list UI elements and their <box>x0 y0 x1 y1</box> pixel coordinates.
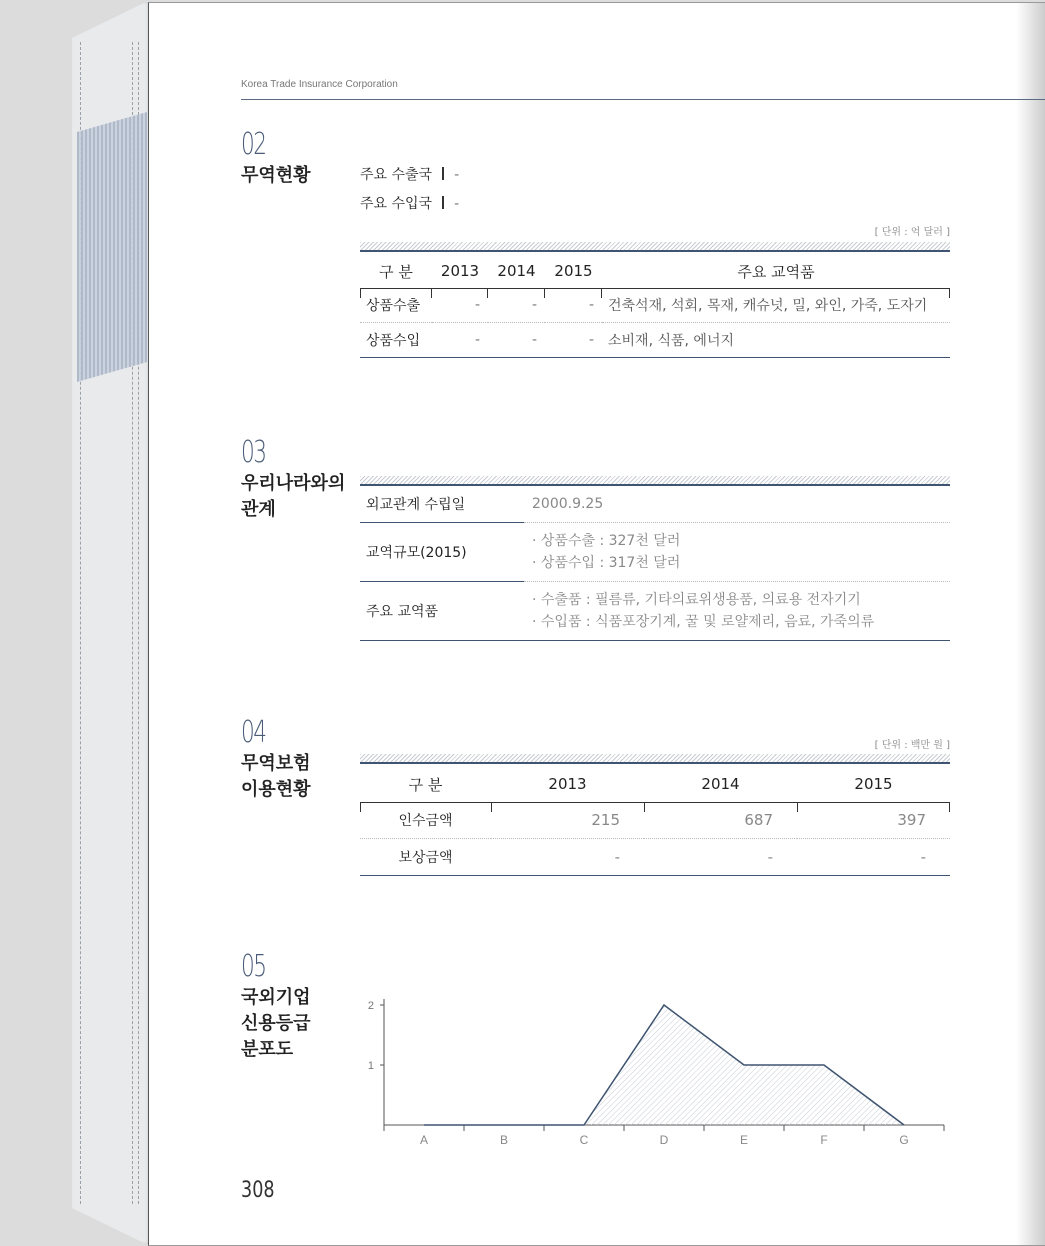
x-tick-label: C <box>579 1133 589 1147</box>
table-row <box>360 523 950 582</box>
table-header-hatch <box>360 754 950 764</box>
row-label: 보상금액 <box>360 839 491 876</box>
trade-status-table <box>360 254 950 358</box>
row-value: · 상품수출 : 327천 달러 · 상품수입 : 317천 달러 <box>524 523 950 582</box>
cell-2015: - <box>545 323 602 358</box>
page-curl-shadow <box>1016 3 1045 1245</box>
section-index-tab <box>77 112 147 382</box>
credit-rating-chart <box>354 983 954 1153</box>
table-header-row <box>360 254 950 288</box>
x-tick-label: F <box>820 1133 828 1147</box>
table-row <box>360 839 950 876</box>
cell-goods: 소비재, 식품, 에너지 <box>602 323 950 358</box>
cell-2014: - <box>488 288 545 323</box>
row-label: 교역규모(2015) <box>360 523 524 582</box>
running-header: Korea Trade Insurance Corporation <box>241 79 398 90</box>
column-header: 2015 <box>554 262 593 280</box>
x-tick-label: E <box>739 1133 749 1147</box>
main-import-countries <box>360 193 459 213</box>
cell-2013: - <box>491 839 644 876</box>
column-header: 주요 교역품 <box>737 262 815 281</box>
column-header: 2014 <box>701 775 740 793</box>
column-header: 구 분 <box>379 262 413 281</box>
x-tick-label: G <box>899 1133 909 1147</box>
column-ticks <box>360 288 950 298</box>
table-row <box>360 486 950 523</box>
cell-2013: - <box>432 288 488 323</box>
cell-2013: - <box>432 323 488 358</box>
book-page-stack <box>72 2 150 1244</box>
area-fill <box>424 1005 904 1125</box>
header-rule <box>241 99 1045 100</box>
column-header: 구 분 <box>408 775 443 794</box>
row-label: 외교관계 수립일 <box>360 486 524 523</box>
x-tick-label: D <box>659 1133 669 1147</box>
row-label: 상품수입 <box>360 323 432 358</box>
document-page <box>148 2 1045 1246</box>
unit-label: [ 단위 : 백만 원 ] <box>874 740 950 751</box>
insurance-usage-table <box>360 766 950 876</box>
column-header: 2015 <box>854 775 893 793</box>
x-tick-label: A <box>419 1133 429 1147</box>
column-header: 2013 <box>548 775 587 793</box>
page-number: 308 <box>241 1178 275 1203</box>
main-export-label: 주요 수출국 <box>360 167 433 183</box>
table-header-row <box>360 766 950 802</box>
section-title: 무역보험 이용현황 <box>241 753 311 800</box>
table-row <box>360 582 950 641</box>
row-label: 인수금액 <box>360 802 491 839</box>
column-ticks <box>360 802 950 812</box>
cell-2015: - <box>797 839 950 876</box>
main-export-countries <box>360 164 459 184</box>
y-tick-label: 2 <box>367 1000 374 1012</box>
main-import-label: 주요 수입국 <box>360 196 433 212</box>
row-label: 상품수출 <box>360 288 432 323</box>
cell-2014: - <box>644 839 797 876</box>
cell-goods: 건축석재, 석회, 목재, 캐슈넛, 밀, 와인, 가죽, 도자기 <box>602 288 950 323</box>
cell-2015: 397 <box>797 802 950 839</box>
column-header: 2013 <box>440 262 480 280</box>
cell-2015: - <box>545 288 602 323</box>
section-number: 03 <box>241 435 266 470</box>
main-export-value: - <box>454 167 460 183</box>
section-number: 05 <box>241 949 266 984</box>
table-header-hatch <box>360 242 950 252</box>
table-header-hatch <box>360 476 950 486</box>
x-tick-label: B <box>499 1133 509 1147</box>
row-value: 2000.9.25 <box>524 486 950 523</box>
row-value: · 수출품 : 필름류, 기타의료위생용품, 의료용 전자기기 · 수입품 : 식품포장기계, 꿀 및 로얄제리, 음료, 가죽의류 <box>524 582 950 641</box>
section-title: 우리나라와의 관계 <box>241 473 346 520</box>
row-label: 주요 교역품 <box>360 582 524 641</box>
y-tick-label: 1 <box>367 1060 374 1072</box>
cell-2013: 215 <box>491 802 644 839</box>
section-number: 04 <box>241 715 266 750</box>
table-row <box>360 323 950 358</box>
column-header: 2014 <box>497 262 536 280</box>
cell-2014: 687 <box>644 802 797 839</box>
relations-table <box>360 486 950 641</box>
main-import-value: - <box>454 196 460 212</box>
section-title: 무역현황 <box>241 165 311 186</box>
section-title: 국외기업 신용등급 분포도 <box>241 987 311 1060</box>
cell-2014: - <box>488 323 545 358</box>
unit-label: [ 단위 : 억 달러 ] <box>874 227 950 238</box>
section-number: 02 <box>241 127 266 162</box>
